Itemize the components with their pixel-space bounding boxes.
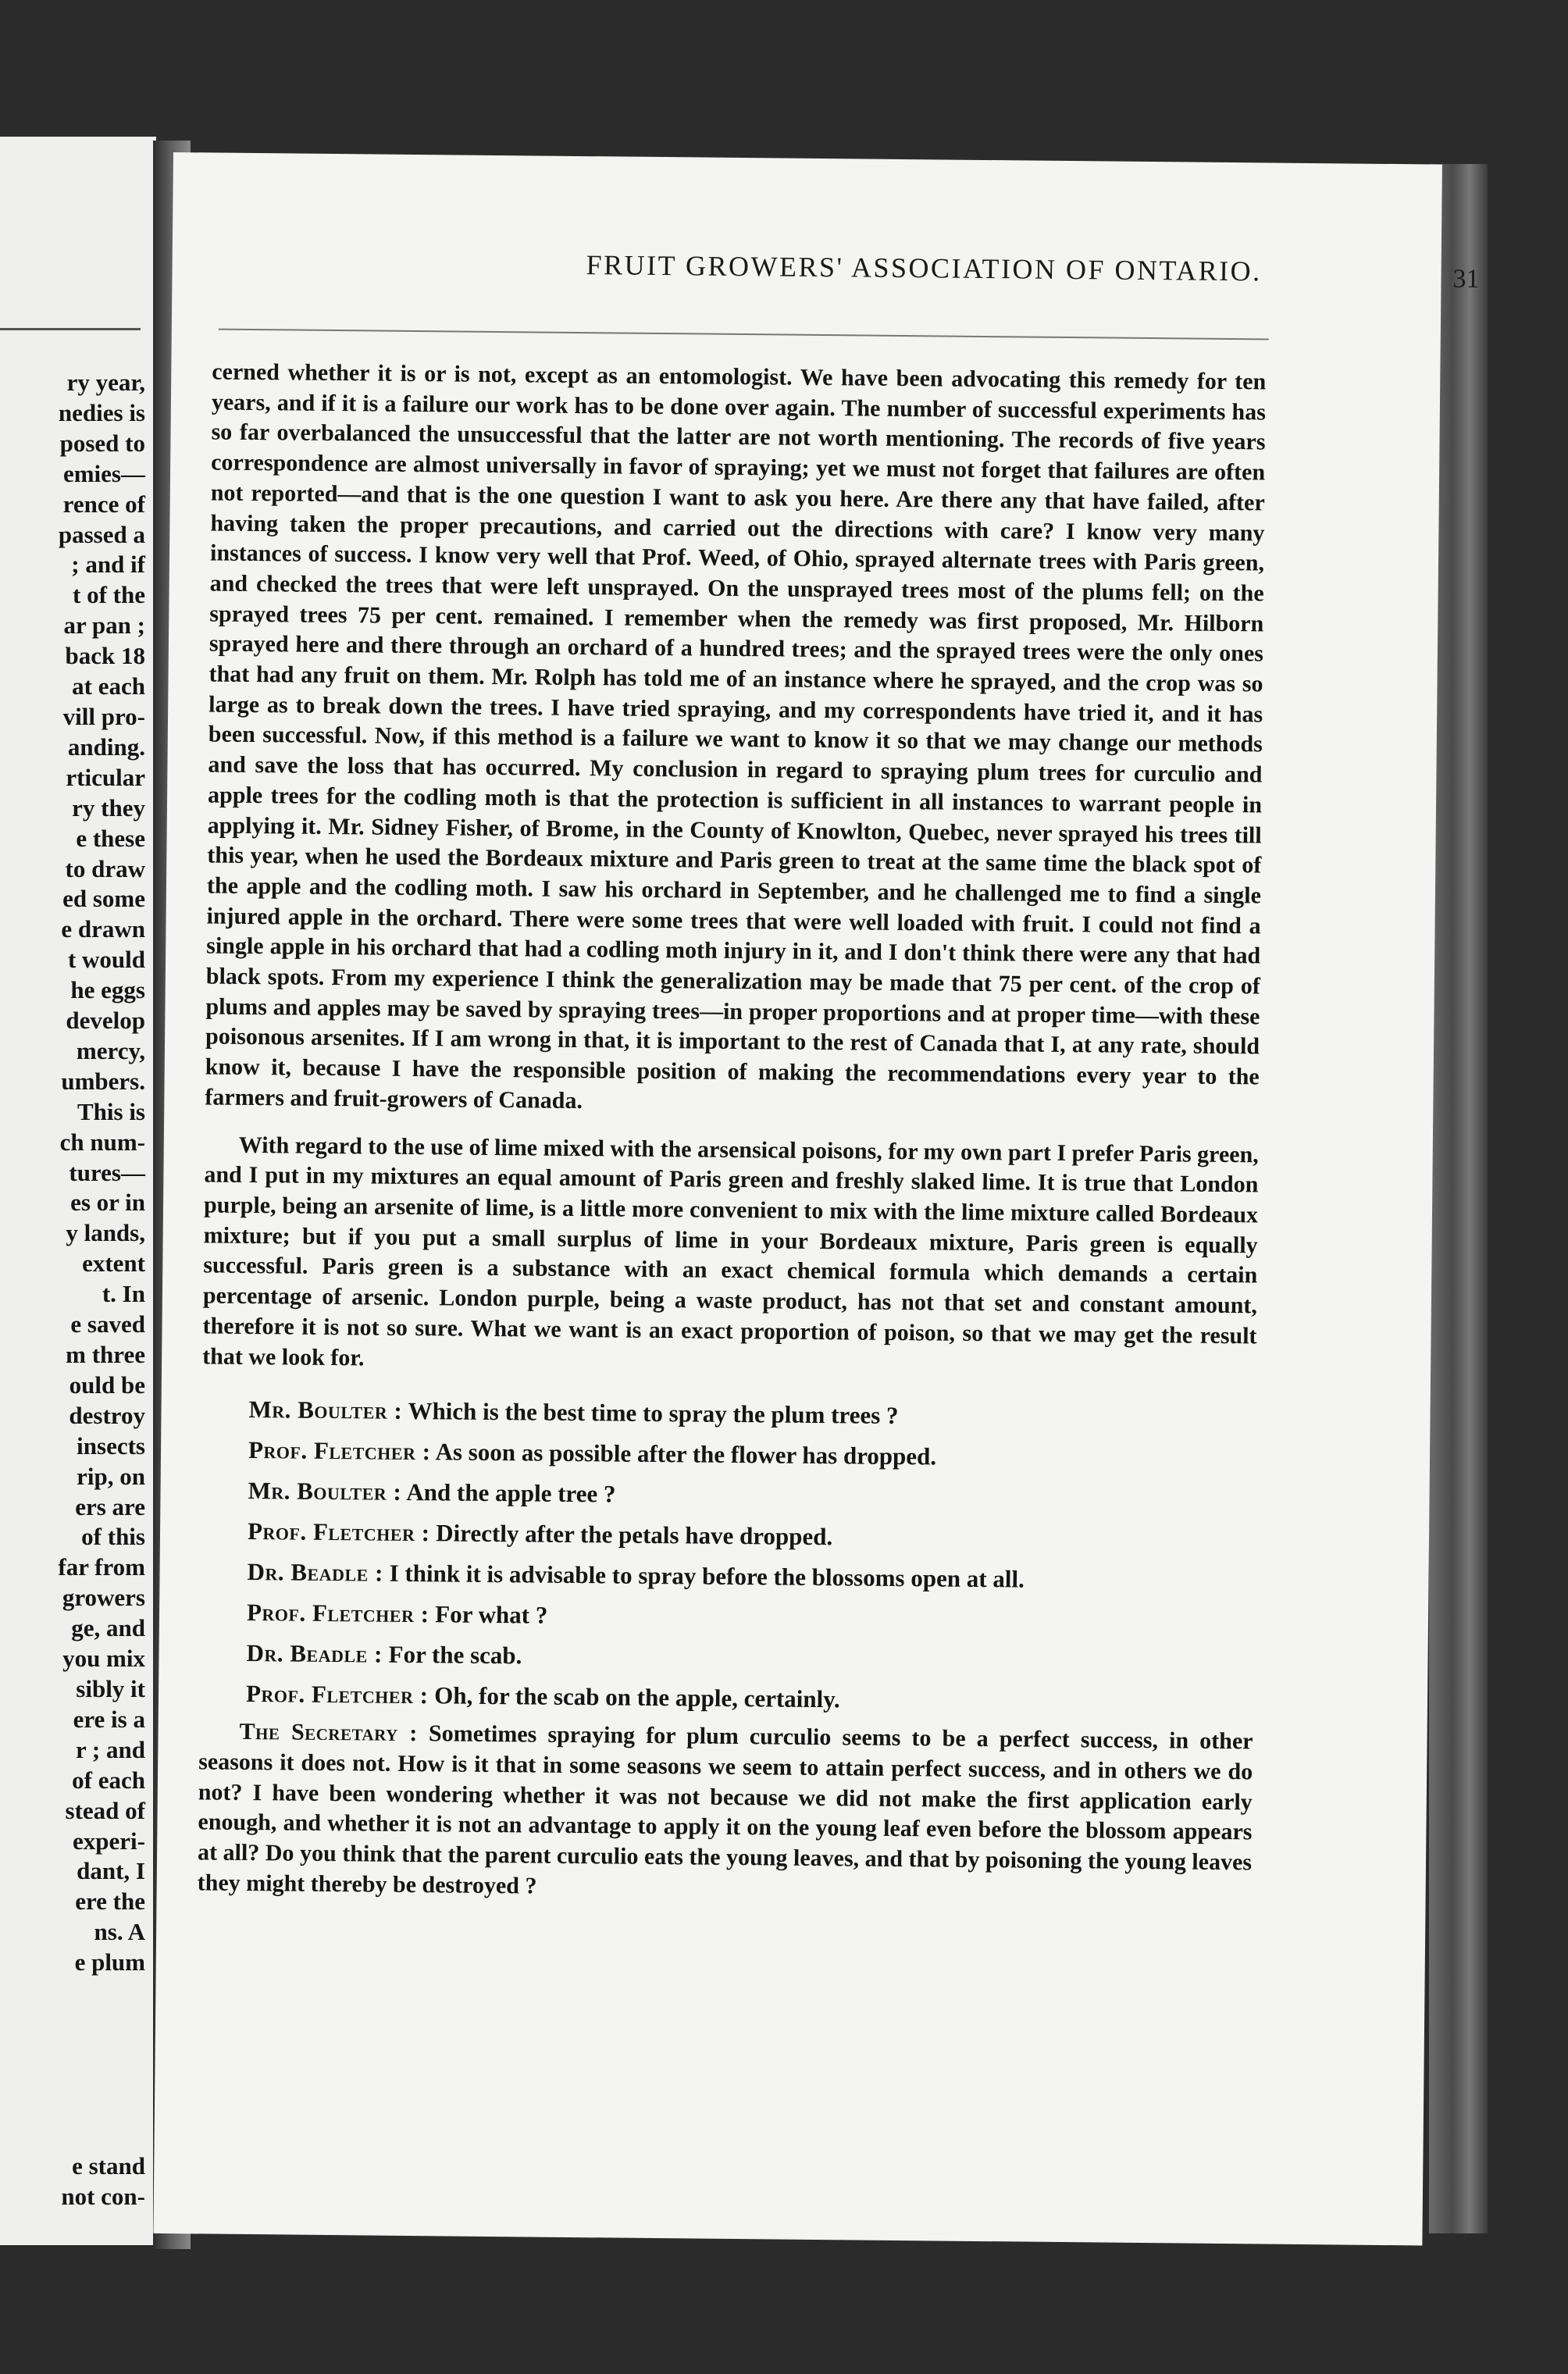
left-page-line: y lands, — [66, 1219, 145, 1247]
left-page-line: nedies is — [58, 398, 145, 426]
left-page-line: This is — [77, 1097, 145, 1125]
left-page-line: sibly it — [76, 1674, 145, 1702]
left-page-line: of this — [81, 1523, 145, 1551]
left-page-line: to draw — [65, 854, 145, 882]
secretary-question — [198, 1717, 1253, 1909]
dialogue-text: Which is the best time to spray the plum trees ? — [408, 1397, 899, 1430]
running-title: FRUIT GROWERS' ASSOCIATION OF ONTARIO. — [586, 249, 1262, 287]
left-page-line: t would — [67, 946, 145, 974]
dialogue-line — [246, 1677, 1253, 1720]
left-page-line: ed some — [62, 885, 145, 913]
speaker-name: Dr. Beadle : — [247, 1558, 384, 1587]
left-page-line: ar pan ; — [63, 611, 145, 640]
header-rule — [219, 329, 1269, 340]
left-page-line: he eggs — [70, 976, 145, 1004]
left-page-line: back 18 — [65, 642, 145, 670]
speaker-name: Prof. Fletcher : — [248, 1436, 431, 1466]
left-page-line: extent — [82, 1249, 145, 1278]
speaker-name: Prof. Fletcher : — [246, 1599, 429, 1628]
left-page-line: umbers. — [61, 1067, 145, 1095]
page-number: 31 — [1452, 264, 1480, 294]
dialogue-line — [248, 1392, 1256, 1436]
left-page-line: ch num- — [59, 1128, 145, 1156]
left-page-line: stead of — [65, 1796, 145, 1824]
dialogue-line — [248, 1433, 1256, 1477]
left-page-line: insects — [77, 1431, 145, 1460]
left-page-line: far from — [58, 1553, 145, 1581]
left-page-line: dant, I — [77, 1857, 145, 1885]
left-page-line: r ; and — [75, 1735, 145, 1763]
dialogue-text: For what ? — [435, 1600, 548, 1629]
speaker-name: Mr. Boulter : — [248, 1396, 403, 1425]
left-page-header-rule — [0, 328, 141, 330]
speaker-name: Dr. Beadle : — [246, 1639, 383, 1668]
left-page-line: posed to — [59, 429, 145, 457]
left-page-line: at each — [72, 672, 145, 700]
left-page-line: anding. — [67, 733, 145, 761]
dialogue-line — [248, 1474, 1255, 1517]
left-page-line: ere the — [75, 1887, 145, 1916]
left-page-line: vill pro- — [62, 702, 145, 730]
main-page — [153, 152, 1480, 2245]
left-page-line: ere is a — [73, 1705, 145, 1733]
left-page-line: develop — [66, 1007, 145, 1035]
dialogue-text: I think it is advisable to spray before the blossoms open at all. — [389, 1559, 1025, 1593]
speaker-name: Prof. Fletcher : — [247, 1517, 430, 1547]
dialogue-text: And the apple tree ? — [406, 1478, 616, 1508]
paragraph-continuation: cerned whether it is or is not, except as an entomologist. We have been advocating this remedy for ten years, and if it is a failure our work has to be done over again. The number of successful experiments has so far overbalanced the unsuccessful that the latter are not worth mentioning. The records of five years correspondence are almost universally in favor of spraying; yet we must not forget that failures are often not reported—and that is the one question I want to ask you here. Are there any that have failed, after having taken the proper precautions, and carried out the directions with care? I know very many instances of success. I know very well that Prof. Weed, of Ohio, sprayed alternate trees with Paris green, and checked the trees that were left unsprayed. On the unsprayed trees most of the plums fell; on the sprayed trees 75 per cent. remained. I remember when the remedy was first proposed, Mr. Hilborn sprayed here and there through an orchard of a hundred trees; and the sprayed trees were the only ones that had any fruit on them. Mr. Rolph has told me of an instance where he sprayed, and the crop was so large as to break down the trees. I have tried spraying, and my correspondents have tried it, and it has been successful. Now, if this method is a failure we want to know it so that we may change our methods and save the loss that has occurred. My conclusion in regard to spraying plum trees for curculio and apple trees for the codling moth is that the protection is sufficient in all instances to warrant people in applying it. Mr. Sidney Fisher, of Brome, in the County of Knowlton, Quebec, never sprayed his trees till this year, when he used the Bordeaux mixture and Paris green to treat at the same time the black spot of the apple and the codling moth. I saw his orchard in September, and he challenged me to find a single injured apple in the orchard. There were some trees that were well loaded with fruit. I could not find a single apple in his orchard that had a codling moth injury in it, and I don't think there were any that had black spots. From my experience I think the generalization may be made that 75 per cent. of the crop of plums and apples may be saved by spraying trees—in proper proportions and at proper time—with these poisonous arsenites. If I am wrong in that, it is important to the rest of Canada that I, at any rate, should know it, because I have the responsible position of making the recommendations every year to the farmers and fruit-growers of Canada. — [205, 358, 1267, 1114]
page-header — [406, 247, 1480, 304]
dialogue-line — [247, 1555, 1254, 1599]
dialogue-text: As soon as possible after the flower has dropped. — [435, 1438, 937, 1470]
dialogue-line — [246, 1636, 1253, 1680]
left-page-line: destroy — [69, 1401, 145, 1429]
left-page-line: ; and if — [71, 551, 145, 579]
left-page-line: mercy, — [76, 1036, 145, 1064]
left-page-line: tures— — [69, 1158, 145, 1186]
left-page-line: m three — [66, 1341, 145, 1368]
dialogue-text: Oh, for the scab on the apple, certainly. — [434, 1681, 840, 1713]
left-page-line: you mix — [62, 1645, 145, 1673]
left-page-line: ould be — [69, 1371, 145, 1399]
speaker-name: The Secretary : — [239, 1719, 419, 1747]
dialogue-line — [247, 1595, 1254, 1639]
left-page-line: not con- — [61, 2182, 145, 2210]
body-text — [198, 357, 1267, 1908]
dialogue-line — [248, 1514, 1255, 1558]
left-page-line: e stand — [72, 2152, 145, 2180]
left-page-line: ers are — [75, 1492, 145, 1520]
dialogue — [198, 1392, 1256, 1909]
left-page-line: t of the — [73, 581, 145, 609]
paragraph-lime-mixture: With regard to the use of lime mixed with the arsensical poisons, for my own part I prefer Paris green, and I put in my mixtures an equal amount of Paris green and freshly slaked lime. It is true that London purple, being an arsenite of lime, is a little more convenient to mix with the lime mixture called Bordeaux mixture; but if you put a small surplus of lime in your Bordeaux mixture, Paris green is equally successful. Paris green is a substance with an exact chemical formula which demands a certain percentage of arsenic. London purple, being a waste product, has not that set and constant amount, therefore it is not so sure. What we want is an exact proportion of poison, so that we may get the result that we look for. — [202, 1132, 1259, 1371]
left-page-line: es or in — [70, 1189, 145, 1217]
left-facing-page — [0, 137, 156, 2245]
left-page-line: t. In — [102, 1280, 145, 1308]
left-page-line: e plum — [74, 1948, 145, 1977]
left-page-line: rticular — [66, 763, 145, 791]
speaker-name: Mr. Boulter : — [248, 1477, 402, 1506]
left-page-line: e these — [76, 824, 145, 852]
left-page-line: rip, on — [77, 1462, 145, 1490]
left-page-text-fragments-bottom — [61, 2151, 145, 2212]
dialogue-text: For the scab. — [388, 1640, 522, 1670]
left-page-text-fragments — [58, 368, 145, 1978]
dialogue-text: Directly after the petals have dropped. — [436, 1519, 833, 1551]
speaker-name: Prof. Fletcher : — [245, 1680, 429, 1709]
left-page-line: of each — [72, 1766, 145, 1794]
left-page-line: ge, and — [71, 1614, 145, 1642]
left-page-line: e saved — [70, 1310, 145, 1338]
left-page-line: growers — [62, 1584, 145, 1612]
left-page-line: experi- — [73, 1827, 145, 1855]
left-page-line: ns. A — [94, 1918, 145, 1946]
left-page-line: e drawn — [61, 915, 145, 943]
left-page-line: emies— — [62, 459, 145, 487]
left-page-line: ry year, — [66, 369, 145, 396]
left-page-line: ry they — [72, 793, 145, 822]
secretary-text: Sometimes spraying for plum curculio seems to be a perfect success, in other seasons it does not. How is it that in some seasons we seem to attain perfect success, and in others we do not? I have been wondering whether it was not because we did not make the first application early enough, and whether it is not an advantage to apply it on the young leaf even before the blossom appears at all? Do you think that the parent curculio eats the young leaves, and that by poisoning the young leaves they might thereby be destroyed ? — [197, 1720, 1253, 1899]
left-page-line: passed a — [58, 520, 145, 548]
left-page-line: rence of — [62, 490, 145, 518]
